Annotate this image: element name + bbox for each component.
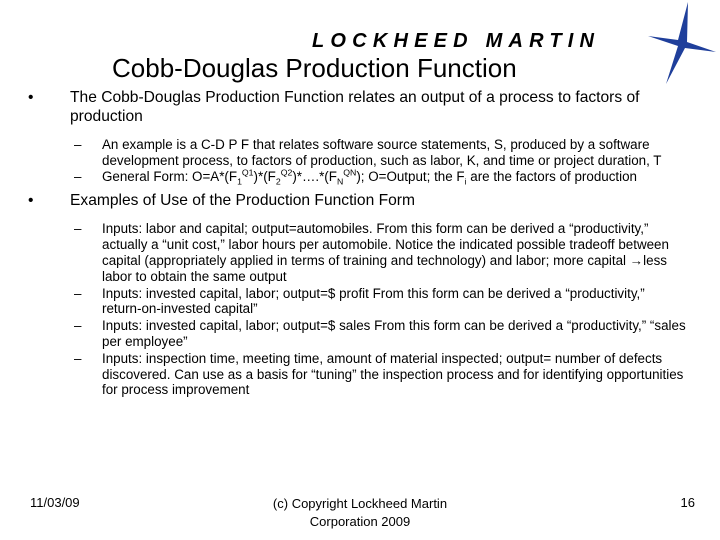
page-number: 16: [680, 495, 695, 510]
sub-bullet-item: [74, 318, 687, 350]
sub-bullet-item: [74, 167, 687, 187]
sub-bullet-item: [74, 285, 687, 318]
bullet-item: [28, 88, 690, 126]
footer-date: 11/03/09: [30, 495, 80, 510]
sub-bullet-item: [74, 221, 687, 284]
bullet-marker: •: [28, 89, 34, 106]
sub-bullet-item: [74, 350, 687, 398]
dash-marker: –: [74, 137, 82, 152]
star-logo-icon: [648, 2, 716, 84]
bullet-text: The Cobb-Douglas Production Function relates an output of a process to factors of production: [70, 89, 640, 125]
dash-marker: –: [74, 168, 82, 184]
dash-marker: –: [74, 221, 82, 237]
sub-bullet-text: Inputs: invested capital, labor; output=$ sales From this form can be derived a “productivity,” “sales per employee”: [102, 318, 686, 349]
sub-bullet-text: An example is a C-D P F that relates software source statements, S, produced by a software development process, to factors of production, such as labor, K, and time or project duration, T: [102, 137, 662, 168]
footer-copyright: (c) Copyright Lockheed Martin Corporation 2009: [272, 496, 448, 529]
sub-bullet-item: [74, 137, 687, 169]
right-arrow-icon: →: [629, 252, 644, 268]
dash-marker: –: [74, 350, 82, 366]
formula-text: General Form: $O=A*(F_1^{Q1})*(F_2^{Q2})*\dots.*(F_N^{QN})$; O=Output; the $F_i$ are the factors of production: [102, 167, 638, 187]
sub-bullet-text: Inputs: invested capital, labor; output=$ profit From this form can be derived a “productivity,” return-on-invested capital”: [102, 285, 645, 317]
bullet-text: Examples of Use of the Production Function Form: [70, 192, 415, 210]
slide-body: [0, 88, 720, 398]
sub-bullet-text: Inputs: labor and capital; output=automobiles. From this form can be derived a “productivity,” actually a “unit cost,” labor hours per automobile. Notice the indicated possible tradeoff between capital (appropriately applied in terms of training and technology) and labor; more capital →less labor to obtain the same output: [102, 221, 669, 284]
slide-title: Cobb-Douglas Production Function: [112, 53, 517, 83]
dash-marker: –: [74, 318, 82, 334]
dash-marker: –: [74, 285, 82, 301]
bullet-item: [28, 191, 690, 210]
logo-wordmark: LOCKHEED MARTIN: [312, 30, 601, 52]
bullet-marker: •: [28, 192, 34, 210]
sub-bullet-text: Inputs: inspection time, meeting time, amount of material inspected; output= number of defects discovered. Can use as a basis for “tuning” the inspection process and for identifying opportunities for process improvement: [102, 350, 684, 398]
